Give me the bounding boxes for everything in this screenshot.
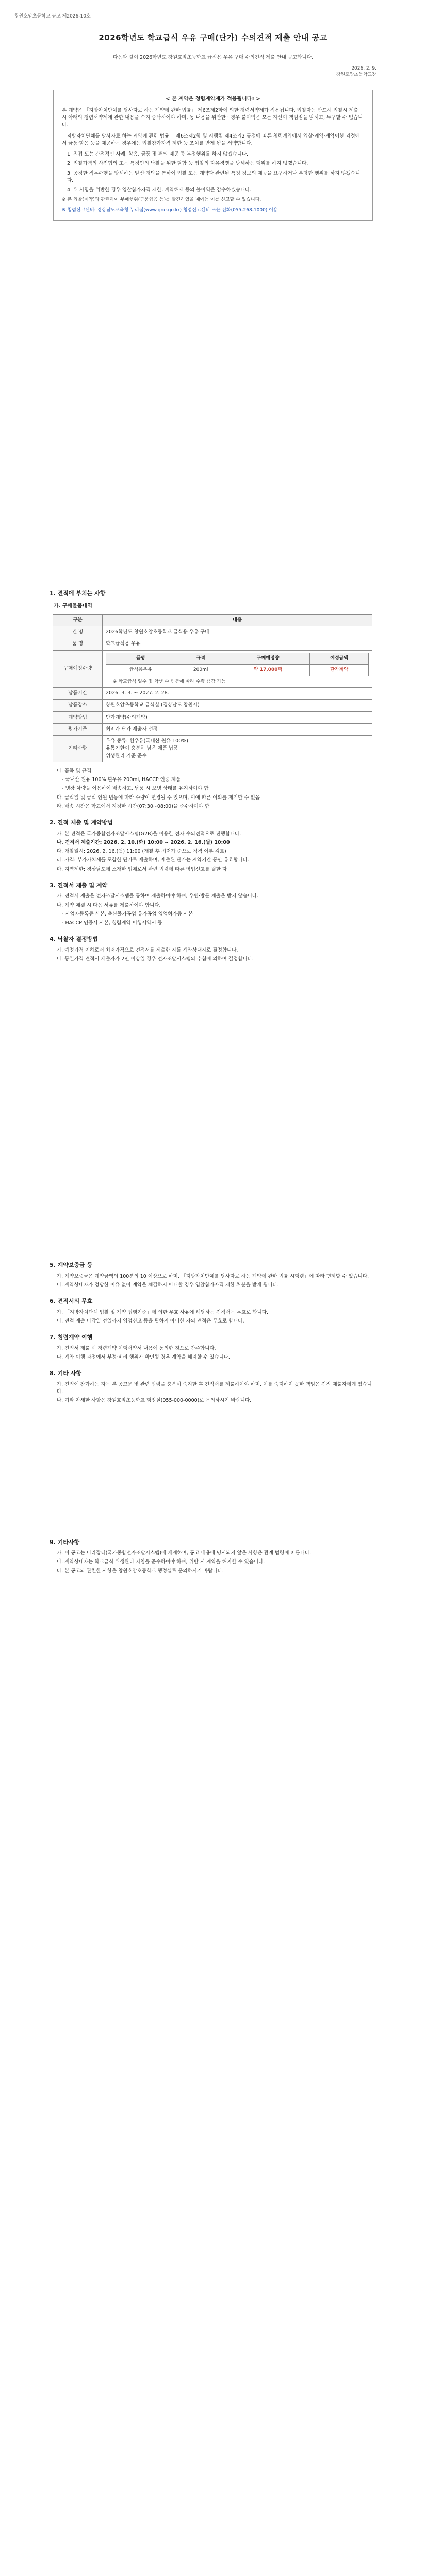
section-9 — [50, 1538, 376, 1575]
inner-cell: 약 17,000팩 — [226, 665, 309, 676]
section-text: 가. 이 공고는 나라장터(국가종합전자조달시스템)에 게재하며, 공고 내용에 명시되지 않은 사항은 관계 법령에 따릅니다. — [57, 1550, 312, 1556]
row-value: 2026. 3. 3. ~ 2027. 2. 28. — [103, 688, 372, 700]
notice-item: 1. 직접 또는 간접적인 사례, 향응, 금품 및 편의 제공 등 부정행위를 하지 않겠습니다. — [67, 151, 249, 158]
section-heading: 1. 견적에 부치는 사항 — [50, 590, 106, 597]
inner-header: 예정금액 — [310, 653, 369, 665]
section-text: 나. 계약상대자는 학교급식 위생관리 지침을 준수하여야 하며, 위반 시 계약을 해지할 수 있습니다. — [57, 1559, 265, 1565]
section-text: - HACCP 인증서 사본, 청렴계약 이행서약서 등 — [62, 920, 162, 926]
table-header: 내용 — [103, 614, 372, 626]
section-text: 다. 본 공고와 관련한 사항은 창원호암초등학교 행정실로 문의하시기 바랍니다. — [57, 1568, 224, 1574]
table-row — [53, 626, 372, 638]
section-7 — [50, 1333, 376, 1361]
other-item: 우유 종류: 흰우유(국내산 원유 100%) — [106, 738, 188, 744]
row-label: 구매예정수량 — [53, 650, 103, 688]
section-heading: 2. 견적 제출 및 계약방법 — [50, 819, 113, 826]
section-heading: 4. 낙찰자 결정방법 — [50, 936, 98, 943]
table-row — [53, 736, 372, 762]
section-text: 가. 계약보증금은 계약금액의 100분의 10 이상으로 하며, 「지방자치단체를 당사자로 하는 계약에 관한 법률 시행령」에 따라 면제할 수 있습니다. — [57, 1273, 369, 1279]
notice-item: 2. 입찰가격의 사전협의 또는 특정인의 낙찰을 위한 담합 등 입찰의 자유경쟁을 방해하는 행위를 하지 않겠습니다. — [67, 161, 308, 167]
section-5 — [50, 1261, 376, 1289]
notice-note-1: ※ 본 입찰(계약)과 관련하여 부패행위(금품향응 등)를 발견하였을 때에는 이를 신고할 수 있습니다. — [62, 197, 261, 203]
row-label: 납품기간 — [53, 688, 103, 700]
other-item: 위생관리 기준 준수 — [106, 753, 147, 759]
row-value: 학교급식용 우유 — [103, 638, 372, 650]
section-text: 가. 견적에 참가하는 자는 본 공고문 및 관련 법령을 충분히 숙지한 후 견적서를 제출하여야 하며, 이를 숙지하지 못한 책임은 견적 제출자에게 있습니다. — [57, 1381, 372, 1395]
row-label: 계약방법 — [53, 711, 103, 723]
section-text: 라. 가격: 부가가치세를 포함한 단가로 제출하며, 제출된 단가는 계약기간 동안 유효합니다. — [57, 857, 249, 863]
notice-item: 3. 공정한 직무수행을 방해하는 알선·청탁을 통하여 입찰 또는 계약과 관련된 특정 정보의 제공을 요구하거나 부당한 행위를 하지 않겠습니다. — [67, 170, 361, 183]
section-text: 다. 급식일 및 급식 인원 변동에 따라 수량이 변경될 수 있으며, 이에 따른 이의를 제기할 수 없음 — [57, 794, 260, 801]
blank-space — [50, 221, 376, 581]
inner-header: 품명 — [106, 653, 175, 665]
intro-text: 다음과 같이 2026학년도 창원호암초등학교 급식용 우유 구매 수의견적 제출 안내 공고합니다. — [113, 54, 313, 60]
notice-title: < 본 계약은 청렴계약제가 적용됩니다! > — [166, 96, 260, 102]
integrity-notice-box — [53, 90, 373, 221]
inner-cell: 200ml — [175, 665, 226, 676]
section-text: 나. 계약상대자가 정당한 이유 없이 계약을 체결하지 아니할 경우 입찰참가자격 제한 처분을 받게 됩니다. — [57, 1282, 279, 1289]
section-4 — [50, 935, 376, 963]
row-label: 기타사항 — [53, 736, 103, 762]
section-text: 나. 기타 자세한 사항은 창원호암초등학교 행정실(055-000-0000)로 문의하시기 바랍니다. — [57, 1398, 252, 1404]
notice-para2: 「지방자치단체를 당사자로 하는 계약에 관한 법률」 제6조제2항 및 시행령 제4조의2 규정에 따른 청렴계약에서 입찰·계약·계약이행 과정에서 금품·향응 등을 제공하는 경우에는 입찰참가자격 제한 등 조치를 받게 됨을 서약합니다. — [62, 133, 360, 146]
section-2 — [50, 819, 376, 873]
section-heading: 8. 기타 사항 — [50, 1370, 81, 1377]
row-label: 평가기준 — [53, 723, 103, 735]
issue-date: 2026. 2. 9. — [351, 65, 376, 71]
row-label: 건 명 — [53, 626, 103, 638]
row-value: 최저가 단가 제출자 선정 — [103, 723, 372, 735]
subsection-heading: 가. 구매물품내역 — [54, 603, 92, 609]
section-text: 가. 본 견적은 국가종합전자조달시스템(G2B)을 이용한 전자 수의견적으로 진행합니다. — [57, 831, 241, 837]
section-text: 나. 견적서 제출기간: 2026. 2. 10.(화) 10:00 ~ 2026. 2. 16.(월) 10:00 — [57, 839, 230, 845]
section-text: 가. 예정가격 이하로서 최저가격으로 견적서를 제출한 자를 계약상대자로 결정합니다. — [57, 947, 238, 953]
issue-block — [50, 65, 376, 78]
section-text: 나. 계약 체결 시 다음 서류를 제출하여야 합니다. — [57, 902, 161, 908]
section-text: 가. 견적서 제출 시 청렴계약 이행서약서 내용에 동의한 것으로 간주합니다. — [57, 1345, 216, 1351]
section-heading: 5. 계약보증금 등 — [50, 1262, 93, 1269]
section-heading: 3. 견적서 제출 및 계약 — [50, 882, 108, 889]
section-heading: 7. 청렴계약 이행 — [50, 1334, 93, 1341]
table-row — [53, 700, 372, 711]
row-value: 2026학년도 창원호암초등학교 급식용 우유 구매 — [103, 626, 372, 638]
inner-header: 규격 — [175, 653, 226, 665]
reference-number: 창원호암초등학교 공고 제2026-10호 — [14, 14, 91, 19]
row-value — [103, 650, 372, 688]
notice-body: 본 계약은 「지방자치단체를 당사자로 하는 계약에 관한 법률」 제6조제2항에 의한 청렴서약제가 적용됩니다. 입찰자는 반드시 입찰시 제출 시 아래의 청렴서약제에 관한 내용을 숙지·승낙하여야 하며, 동 내용을 위반한 · 경우 불이익은 모든 자신이 책임짐을 밝히고, 투구할 수 없습니다. — [62, 107, 363, 128]
section-8 — [50, 1369, 376, 1404]
section-text: 나. 견적 제출 마감일 전일까지 영업신고 등을 필하지 아니한 자의 견적은 무효로 합니다. — [57, 1318, 244, 1325]
section-text: 라. 배송 시간은 학교에서 지정한 시간(07:30~08:00)을 준수하여야 함 — [57, 803, 210, 809]
table-row — [53, 638, 372, 650]
inner-header: 구매예정량 — [226, 653, 309, 665]
inner-cell: 급식용우유 — [106, 665, 175, 676]
section-text: 가. 「지방자치단체 입찰 및 계약 집행기준」에 의한 무효 사유에 해당하는 견적서는 무효로 합니다. — [57, 1309, 269, 1315]
report-center-link[interactable]: ※ 청렴신고센터: 경상남도교육청 누리집(www.gne.go.kr) 청렴신고센터 또는 전화(055-268-1000) 이용 — [62, 207, 278, 213]
section-text: - 사업자등록증 사본, 축산물가공업·유가공업 영업허가증 사본 — [62, 911, 193, 917]
section-text: 나. 품목 및 규격 — [57, 768, 92, 774]
issuer-name: 창원호암초등학교장 — [336, 72, 376, 78]
section-text: 가. 견적서 제출은 전자조달시스템을 통하여 제출하여야 하며, 우편·방문 제출은 받지 않습니다. — [57, 893, 259, 900]
section-text: 나. 계약 이행 과정에서 부정·비리 행위가 확인될 경우 계약을 해지할 수 있습니다. — [57, 1354, 230, 1361]
table-row — [53, 650, 372, 688]
row-value — [103, 736, 372, 762]
table-header: 구분 — [53, 614, 103, 626]
section-heading: 6. 견적서의 무효 — [50, 1298, 93, 1305]
row-value: 창원호암초등학교 급식실 (경상남도 창원시) — [103, 700, 372, 711]
page-title: 2026학년도 학교급식 우유 구매(단가) 수의견적 제출 안내 공고 — [99, 33, 327, 42]
table-row — [53, 688, 372, 700]
other-item: 유통기한이 충분히 남은 제품 납품 — [106, 745, 178, 752]
spec-inner-table — [106, 653, 369, 676]
section-text: - 국내산 원유 100% 흰우유 200ml, HACCP 인증 제품 — [62, 777, 181, 783]
inner-cell: 단가계약 — [310, 665, 369, 676]
notice-list — [62, 151, 364, 194]
section-text: - 냉장 차량을 이용하여 배송하고, 납품 시 보냉 상태를 유지하여야 함 — [62, 786, 209, 792]
notice-item: 4. 위 사항을 위반한 경우 입찰참가자격 제한, 계약해제 등의 불이익을 감수하겠습니다. — [67, 187, 252, 193]
spec-note: ※ 학교급식 일수 및 학생 수 변동에 따라 수량 증감 가능 — [113, 679, 226, 684]
section-text: 마. 지역제한: 경상남도에 소재한 업체로서 관련 법령에 따른 영업신고를 필한 자 — [57, 866, 227, 872]
section-text: 나. 동일가격 견적서 제출자가 2인 이상일 경우 전자조달시스템의 추첨에 의하여 결정합니다. — [57, 956, 254, 962]
section-text: 다. 개찰일시: 2026. 2. 16.(월) 11:00 (개찰 후 최저가 순으로 적격 여부 검토) — [57, 849, 226, 855]
section-1 — [50, 589, 376, 810]
section-heading: 9. 기타사항 — [50, 1538, 80, 1546]
notice-note-2 — [62, 207, 364, 214]
blank-space — [50, 964, 376, 1253]
table-row — [53, 723, 372, 735]
table-row — [53, 711, 372, 723]
section-3 — [50, 882, 376, 927]
row-value: 단가계약(수의계약) — [103, 711, 372, 723]
row-label: 품 명 — [53, 638, 103, 650]
section-6 — [50, 1297, 376, 1325]
blank-space — [50, 1406, 376, 1530]
row-label: 납품장소 — [53, 700, 103, 711]
purchase-items-table — [53, 614, 372, 762]
